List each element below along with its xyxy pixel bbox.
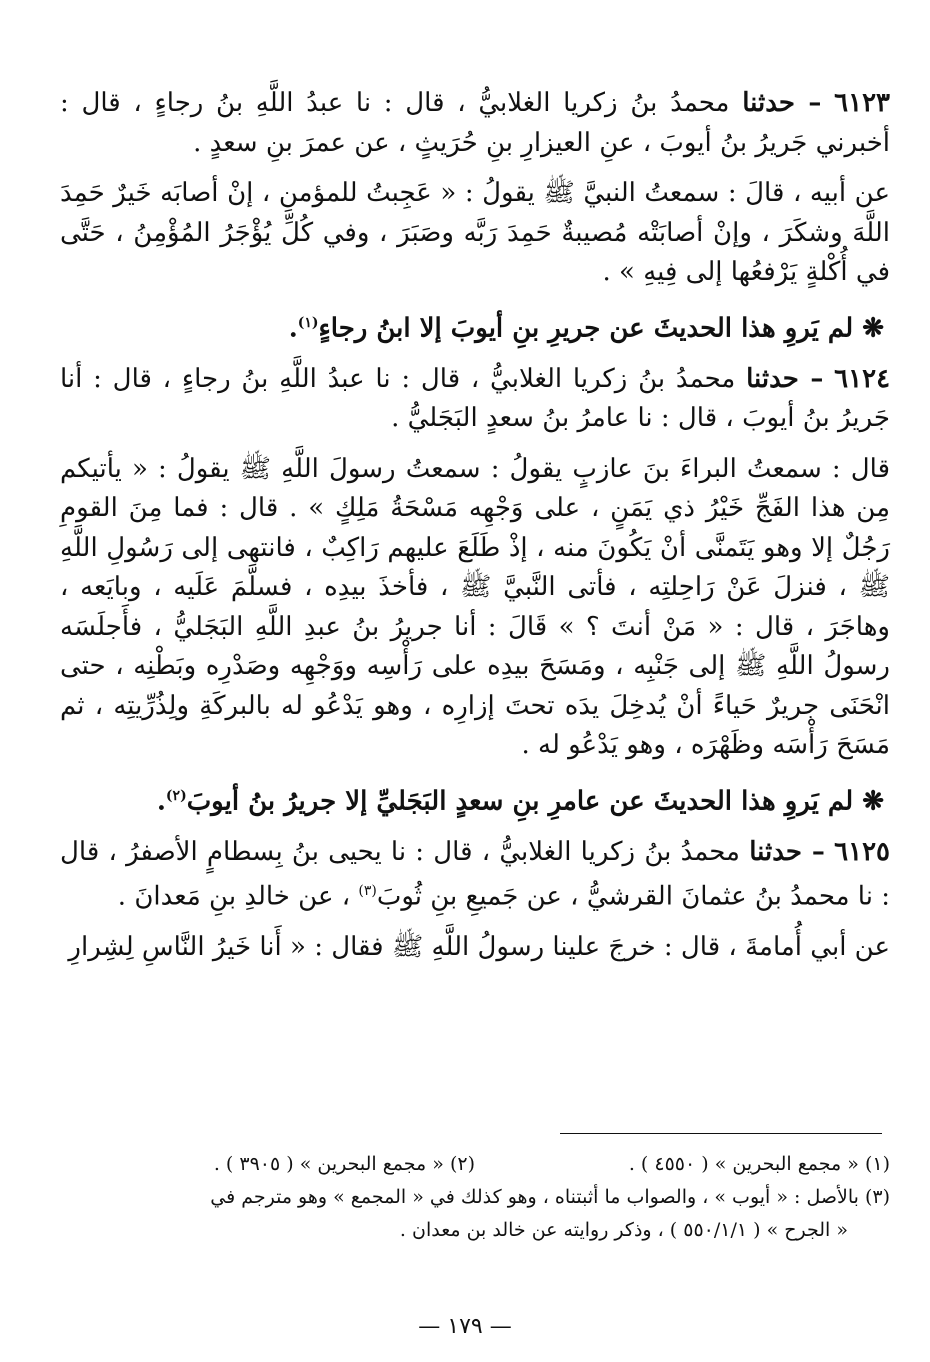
footnote-ref[interactable]: (١)	[297, 314, 319, 331]
hadith-number: ٦١٢٤	[834, 363, 891, 394]
hadith-isnad-text: محمدُ بنُ زكريا الغلابيُّ ، قال : نا عبدُ اللَّهِ بنُ رجاءٍ ، قال : أخبرني جَريرُ بنُ أيوبَ ، عنِ العيزارِ بنِ حُرَيثٍ ، عن عمرَ بنِ سعدٍ .	[60, 88, 890, 158]
star-icon: ❋	[862, 313, 884, 344]
footnote-ref[interactable]: (٣)	[358, 883, 377, 900]
hadith-6124-note: ❋ لم يَروِ هذا الحديثَ عن عامرِ بنِ سعدٍ البَجَليِّ إلا جريرُ بنُ أيوبَ$^{(٢)}$.	[156, 786, 884, 817]
footnote-2: (٢) « مجمع البحرين » ( ٣٩٠٥ ) .	[213, 1153, 475, 1175]
page-number: — ١٧٩ —	[418, 1314, 512, 1339]
hadith-isnad-text-end: ، عن خالدِ بنِ مَعدانَ .	[117, 881, 351, 912]
hadith-6124-matn: قال : سمعتُ البراءَ بنَ عازبٍ يقولُ : سمعتُ رسولَ اللَّهِ ﷺ يقولُ : « يأتيكم مِن هذا الفَجِّ خَيْرُ ذي يَمَنٍ ، على وَجْهِه مَسْحَةُ مَلِكٍ » . قال : فما مِنَ القومِ رَجُلٌ إلا وهو يَتَمنَّى أنْ يَكُونَ منه ، إذْ طَلَعَ عليهم رَاكِبٌ ، فانتهى إلى رَسُولِ اللَّهِ ﷺ ، فنزلَ عَنْ رَاحِلتِه ، فأتى النَّبيَّ ﷺ ، فأخذَ بيدِه ، فسلَّمَ عَلَيه ، وبايَعه ، وهاجَرَ ، قال : « مَنْ أنتَ ؟ » قَالَ : أنا جريرُ بنُ عبدِ اللَّهِ البَجَليُّ ، فأَجلَسَه رسولُ اللَّهِ ﷺ إلى جَنْبِه ، ومَسَحَ بيدِه على رَأْسِه ووَجْهِه وصَدْرِه وبَطْنِه ، حتى انْحَنَى جريرٌ حَياءً أنْ يُدخِلَ يدَه تحتَ إزارِه ، وهو يَدْعُو له بالبركَةِ ولِذُرِّيتِه ، ثم مَسَحَ رَأْسَه وظَهْرَه ، وهو يَدْعُو له .	[60, 453, 890, 761]
hadith-6123-isnad	[60, 84, 890, 163]
footnote-3-continued: « الجرح » ( ٥٥٠/١/١ ) ، وذكر روايته عن خالد بن معدان .	[399, 1219, 848, 1241]
page-body	[60, 84, 890, 979]
star-icon: ❋	[862, 786, 884, 817]
footnote-divider	[560, 1133, 882, 1134]
hadith-isnad-text: محمدُ بنُ زكريا الغلابيُّ ، قال : نا يحيى بنُ بِسطامٍ الأصفرُ ، قال : نا محمدُ بنُ عثمانَ القرشيُّ ، عن جَميعِ بنِ ثُوبَ	[60, 836, 890, 912]
hadith-header: – حدثنا	[742, 88, 822, 118]
footnote-1: (١) « مجمع البحرين » ( ٤٥٥٠ ) .	[628, 1153, 890, 1175]
hadith-6123-note: ❋ لم يَروِ هذا الحديثَ عن جريرِ بنِ أيوبَ إلا ابنُ رجاءٍ$^{(١)}$.	[288, 313, 884, 344]
footnote-3: (٣) بالأصل : « أيوب » ، والصواب ما أثبتناه ، وهو كذلك في « المجمع » وهو مترجم في	[210, 1186, 890, 1208]
hadith-header: – حدثنا	[749, 836, 825, 867]
note-text: لم يَروِ هذا الحديثَ عن جريرِ بنِ أيوبَ إلا ابنُ رجاءٍ	[318, 313, 854, 344]
hadith-6124-isnad	[60, 360, 890, 439]
note-text: لم يَروِ هذا الحديثَ عن عامرِ بنِ سعدٍ البَجَليِّ إلا جريرُ بنُ أيوبَ	[186, 786, 854, 817]
hadith-number: ٦١٢٣	[834, 88, 890, 118]
hadith-isnad-text: محمدُ بنُ زكريا الغلابيُّ ، قال : نا عبدُ اللَّهِ بنُ رجاءٍ ، قال : أنا جَريرُ بنُ أيوبَ ، قال : نا عامرُ بنُ سعدٍ البَجَليُّ .	[60, 363, 890, 434]
footnotes	[60, 1148, 890, 1247]
hadith-6125-matn: عن أبي أُمامةَ ، قال : خرجَ علينا رسولُ اللَّهِ ﷺ فقال : « أَنا خَيرُ النَّاسِ لِشِرارِ	[68, 932, 890, 963]
hadith-6123-matn: عن أبيه ، قالَ : سمعتُ النبيَّ ﷺ يقولُ : « عَجِبتُ للمؤمنِ ، إنْ أصابَه خَيرٌ حَمِدَ اللَّهَ وشكَرَ ، وإنْ أصابَتْه مُصيبةٌ حَمِدَ رَبَّه وصَبَرَ ، وفي كُلِّ يُؤْجَرُ المُؤْمِنُ ، حَتَّى في أُكْلةٍ يَرْفعُها إلى فِيهِ » .	[60, 178, 890, 287]
footnote-row	[60, 1148, 890, 1181]
hadith-6125-isnad	[60, 833, 890, 918]
hadith-header: – حدثنا	[746, 363, 824, 394]
footnote-ref[interactable]: (٢)	[165, 787, 187, 804]
hadith-number: ٦١٢٥	[834, 836, 890, 867]
